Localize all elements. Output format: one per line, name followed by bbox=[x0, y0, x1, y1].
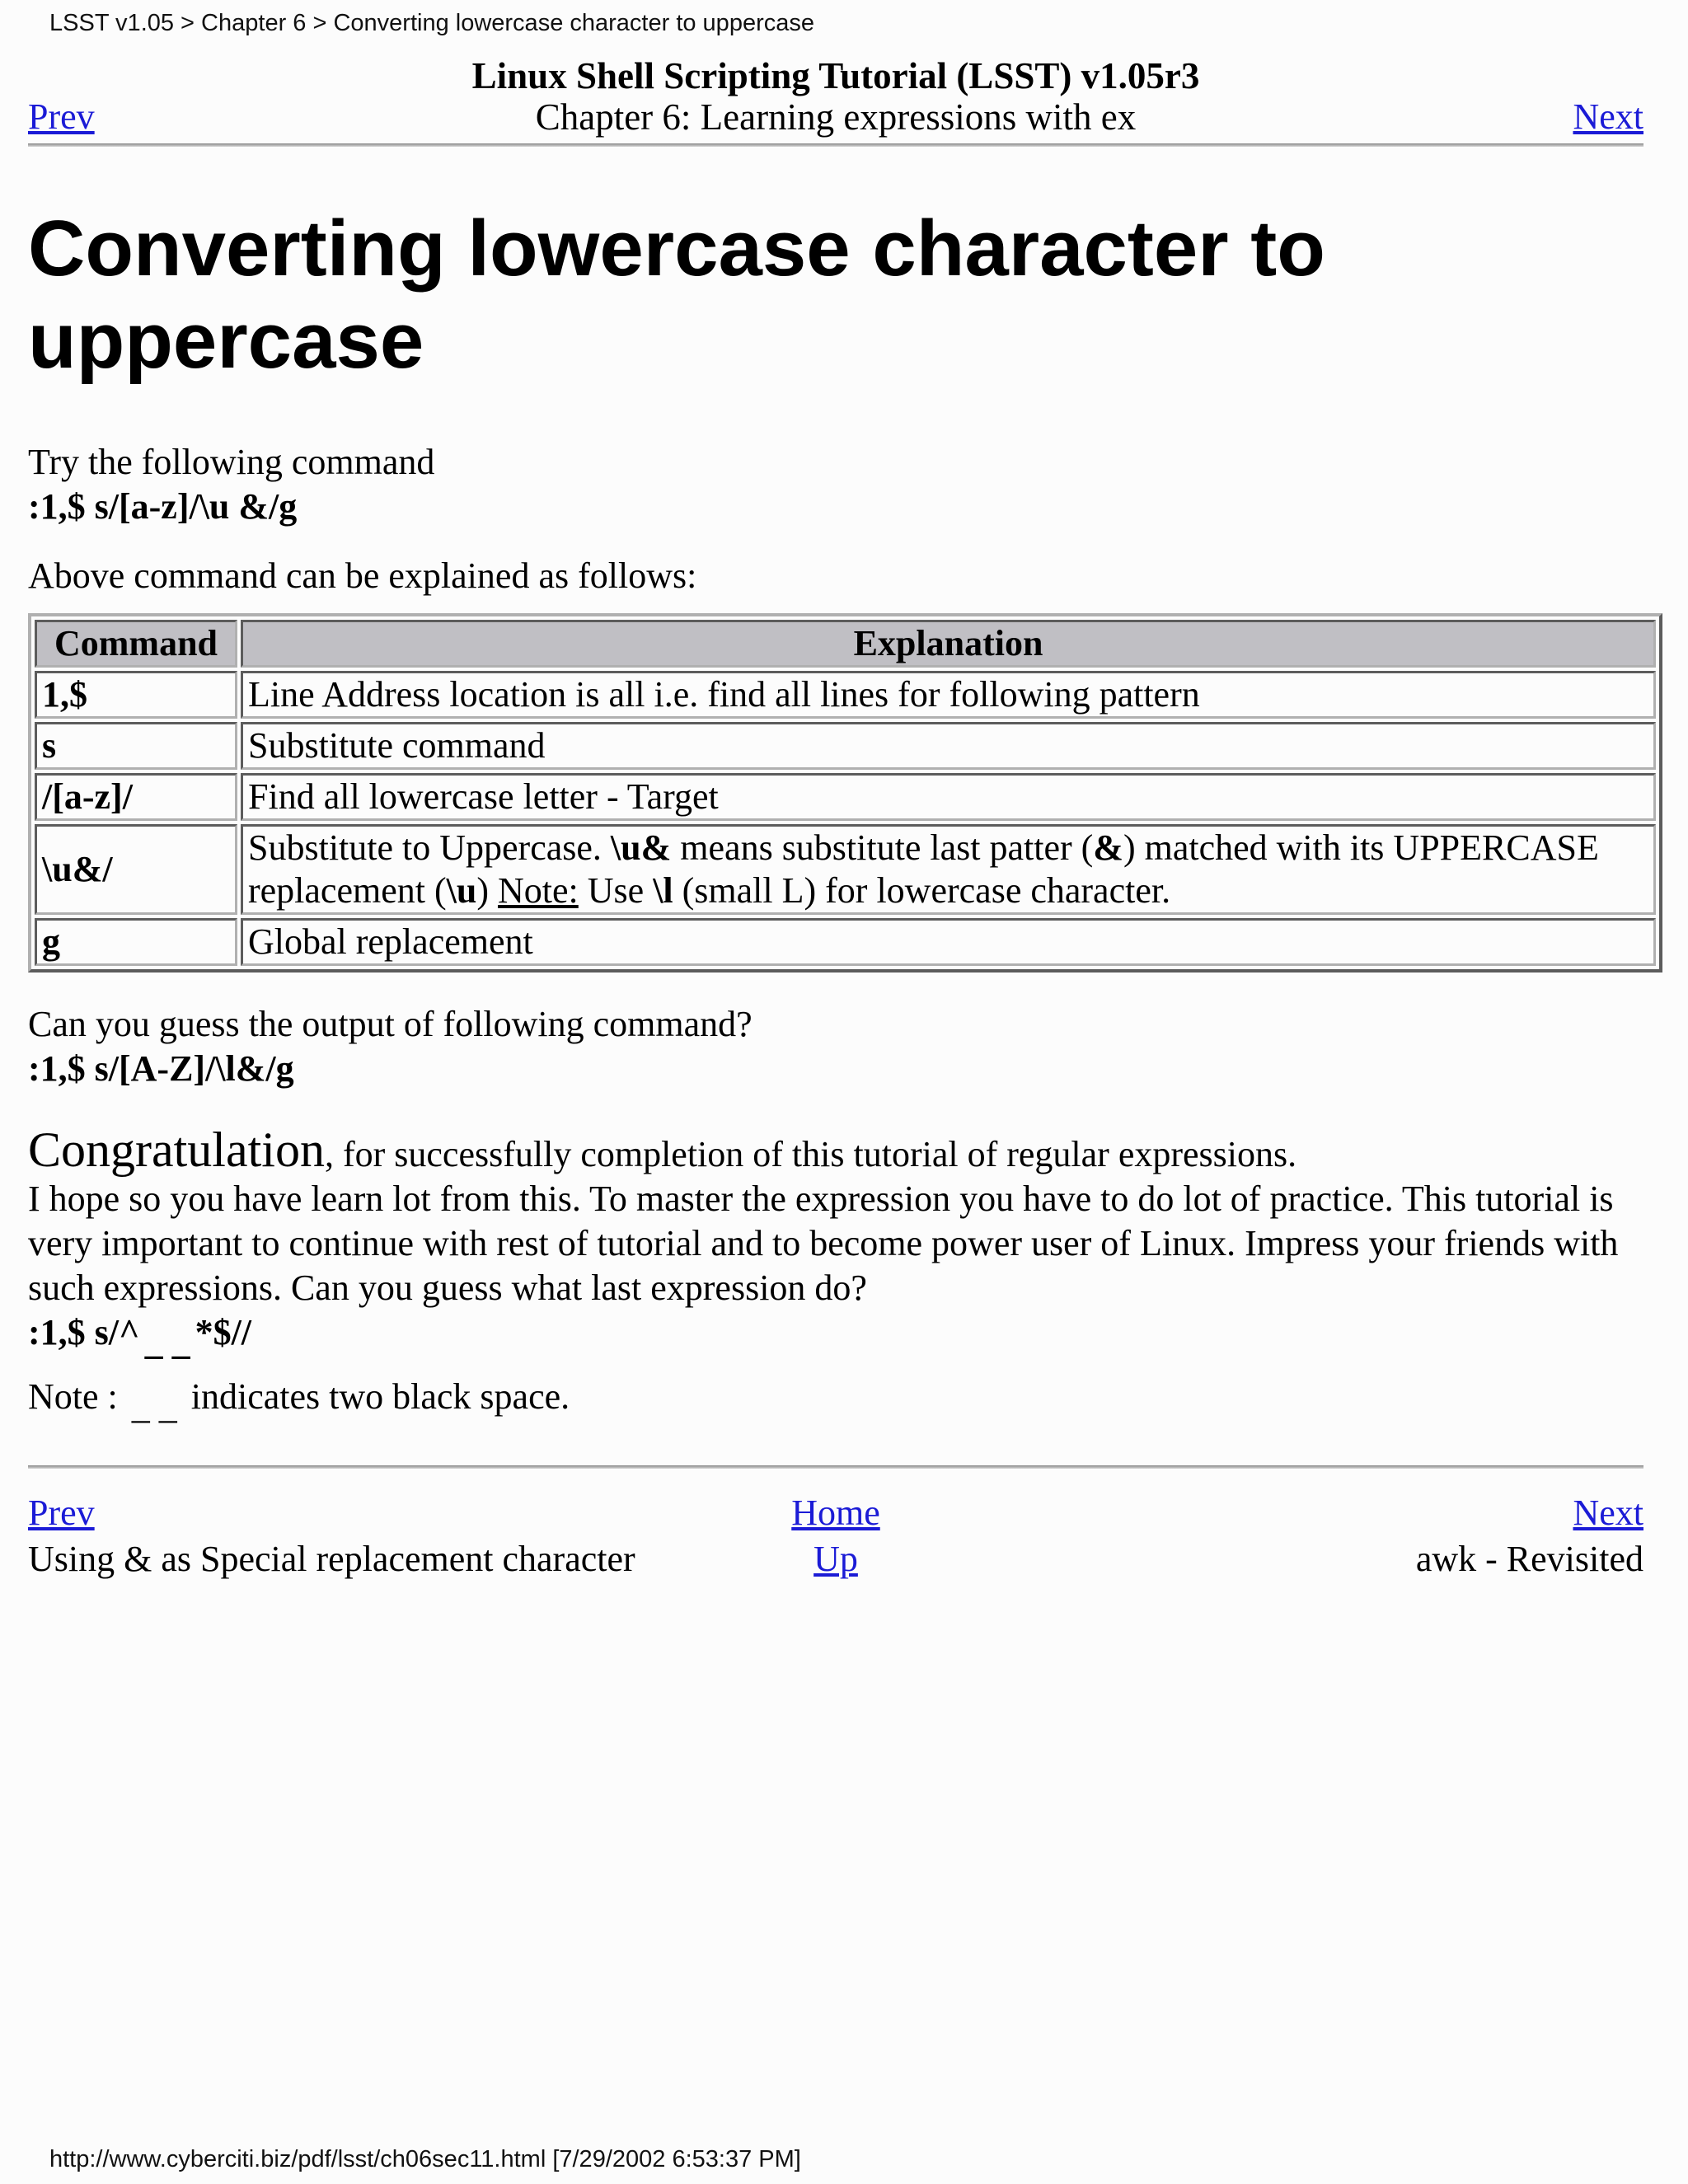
bottom-divider bbox=[28, 1465, 1643, 1469]
space-marker: _ _ bbox=[144, 1322, 190, 1362]
table-row bbox=[35, 773, 1656, 821]
code-fragment: & bbox=[1093, 827, 1123, 868]
text-fragment: ) matched with its UPPERCASE replacement ( bbox=[248, 827, 1599, 911]
guess-question: Can you guess the output of following command? bbox=[28, 1004, 753, 1044]
code-fragment: \u& bbox=[610, 827, 672, 868]
top-divider bbox=[28, 143, 1643, 147]
closing-paragraph bbox=[28, 1177, 1643, 1362]
final-command-start: :1,$ s/^ bbox=[28, 1312, 140, 1352]
explanation-cell: Substitute command bbox=[241, 722, 1656, 770]
bottom-navigation bbox=[28, 1465, 1643, 1582]
next-page-title: awk - Revisited bbox=[1415, 1539, 1643, 1579]
table-row bbox=[35, 722, 1656, 770]
table-header-row bbox=[35, 620, 1656, 668]
prev-link-top[interactable]: Prev bbox=[28, 96, 95, 137]
text-fragment: Use bbox=[578, 870, 654, 911]
prev-page-title: Using & as Special replacement character bbox=[28, 1539, 635, 1579]
guess-command: :1,$ s/[A-Z]/\l&/g bbox=[28, 1048, 294, 1089]
explain-intro: Above command can be explained as follows: bbox=[28, 555, 697, 596]
table-row bbox=[35, 918, 1656, 966]
guess-paragraph bbox=[28, 1002, 1643, 1091]
explanation-cell: Line Address location is all i.e. find all lines for following pattern bbox=[241, 671, 1656, 719]
congrats-line bbox=[28, 1122, 1643, 1177]
column-header-command: Command bbox=[35, 620, 237, 668]
bottom-nav-table bbox=[28, 1490, 1643, 1582]
up-link[interactable]: Up bbox=[814, 1539, 858, 1579]
note-text: indicates two black space. bbox=[181, 1376, 570, 1417]
note-label: Note: bbox=[497, 870, 579, 911]
command-cell: /[a-z]/ bbox=[35, 773, 237, 821]
final-command bbox=[28, 1312, 252, 1362]
explanation-cell bbox=[241, 824, 1656, 915]
column-header-explanation: Explanation bbox=[241, 620, 1656, 668]
book-heading bbox=[28, 54, 1643, 137]
text-fragment: (small L) for lowercase character. bbox=[673, 870, 1171, 911]
chapter-title: Chapter 6: Learning expressions with ex bbox=[535, 96, 1137, 138]
congrats-word: Congratulation bbox=[28, 1122, 325, 1177]
command-cell: g bbox=[35, 918, 237, 966]
page-title: Converting lowercase character to uppercase bbox=[28, 204, 1325, 385]
table-row bbox=[35, 824, 1656, 915]
text-fragment: ) bbox=[476, 870, 498, 911]
code-fragment: \l bbox=[653, 870, 673, 911]
code-fragment: \u bbox=[446, 870, 477, 911]
prev-link-bottom[interactable]: Prev bbox=[28, 1493, 95, 1533]
command-cell: 1,$ bbox=[35, 671, 237, 719]
command-cell: s bbox=[35, 722, 237, 770]
example-command: :1,$ s/[a-z]/\u &/g bbox=[28, 486, 298, 527]
note-line bbox=[28, 1375, 1643, 1427]
space-marker: _ _ bbox=[131, 1386, 177, 1427]
note-prefix: Note : bbox=[28, 1376, 127, 1417]
table-row bbox=[35, 671, 1656, 719]
try-paragraph bbox=[28, 440, 1643, 529]
print-footer: http://www.cyberciti.biz/pdf/lsst/ch06sec11.html [7/29/2002 6:53:37 PM] bbox=[49, 2146, 801, 2172]
explanation-cell: Global replacement bbox=[241, 918, 1656, 966]
try-text: Try the following command bbox=[28, 442, 435, 482]
print-header: LSST v1.05 > Chapter 6 > Converting lowercase character to uppercase bbox=[49, 10, 814, 36]
explanation-table bbox=[28, 613, 1662, 972]
final-command-end: *$// bbox=[195, 1312, 252, 1352]
book-title: Linux Shell Scripting Tutorial (LSST) v1.05r3 bbox=[471, 55, 1200, 96]
home-link[interactable]: Home bbox=[791, 1493, 880, 1533]
text-fragment: Substitute to Uppercase. bbox=[248, 827, 611, 868]
next-link-bottom[interactable]: Next bbox=[1573, 1493, 1643, 1533]
next-link-top[interactable]: Next bbox=[1573, 96, 1643, 137]
closing-text: I hope so you have learn lot from this. To master the expression you have to do lot of practice. This tutorial is very important to continue with rest of tutorial and to become power user of Linux. Impress your friends with such expressions. Can you guess what last expression do? bbox=[28, 1179, 1619, 1308]
explanation-cell: Find all lowercase letter - Target bbox=[241, 773, 1656, 821]
page-content bbox=[28, 51, 1643, 1582]
command-cell: \u&/ bbox=[35, 824, 237, 915]
top-navigation bbox=[28, 51, 1643, 143]
congrats-rest: , for successfully completion of this tutorial of regular expressions. bbox=[324, 1134, 1297, 1174]
text-fragment: means substitute last patter ( bbox=[671, 827, 1094, 868]
